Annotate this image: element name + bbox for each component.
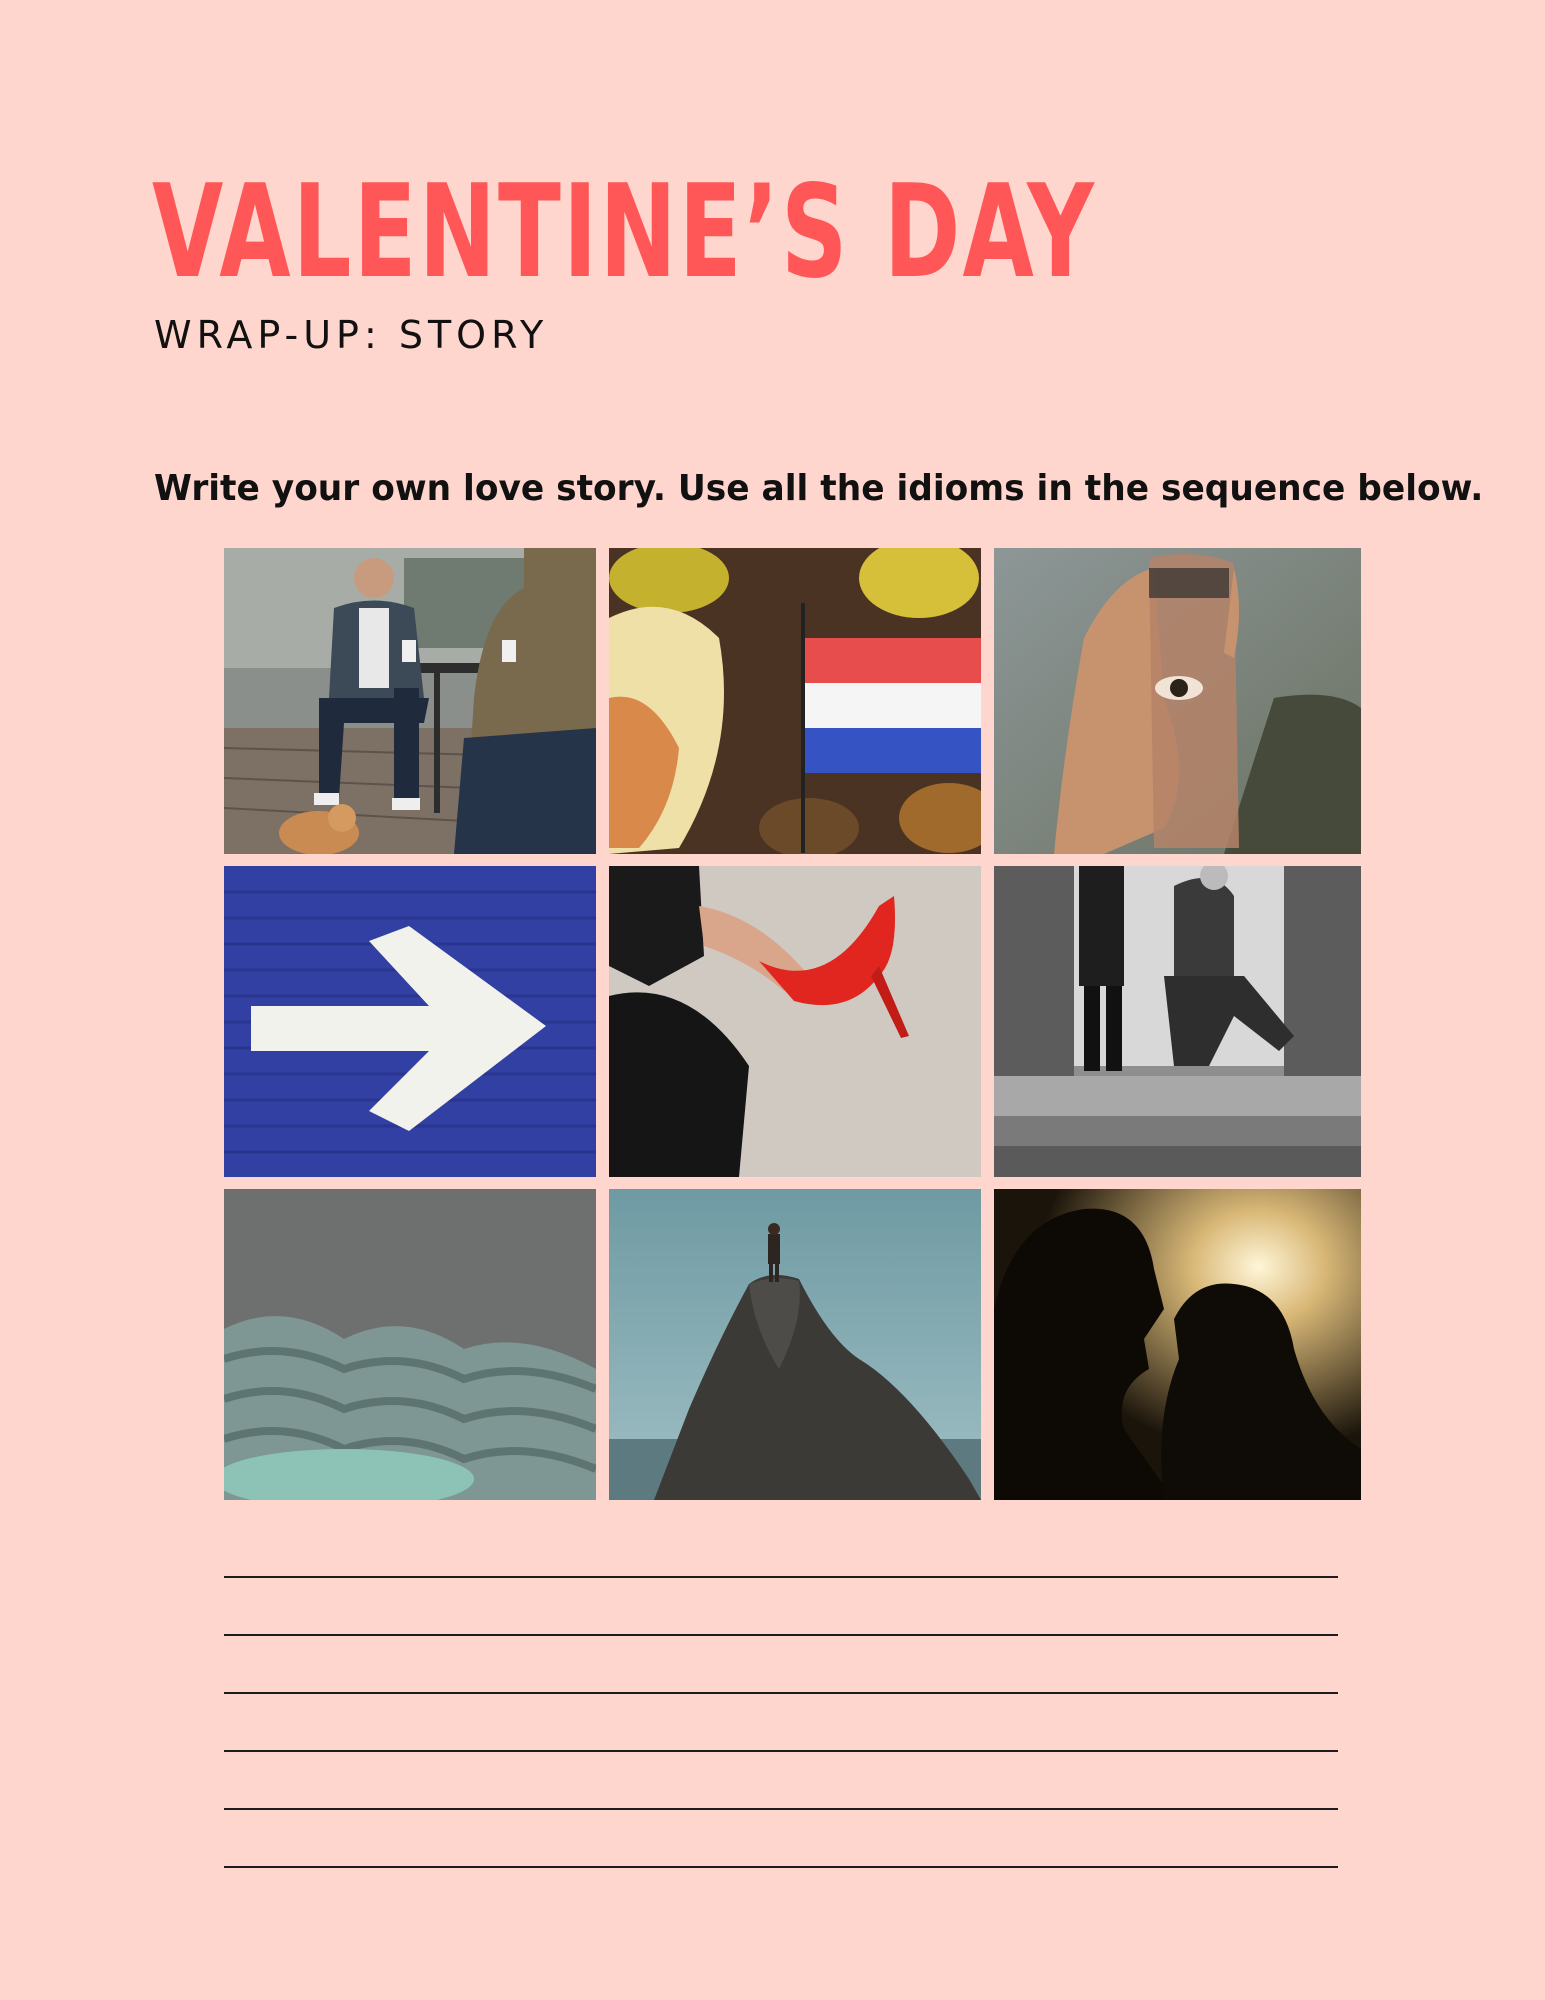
writing-line[interactable] <box>224 1750 1338 1752</box>
arrow-on-brick-wall-photo <box>224 866 596 1177</box>
kiss-silhouette-photo <box>994 1189 1361 1500</box>
page-subtitle: WRAP-UP: STORY <box>154 313 549 357</box>
writing-line[interactable] <box>224 1576 1338 1578</box>
writing-line[interactable] <box>224 1866 1338 1868</box>
writing-line[interactable] <box>224 1808 1338 1810</box>
dutch-flag-clog-photo <box>609 548 981 854</box>
red-high-heel-photo <box>609 866 981 1177</box>
writing-line[interactable] <box>224 1634 1338 1636</box>
marriage-proposal-photo <box>994 866 1361 1177</box>
ropes-photo <box>224 1189 596 1500</box>
instruction-text: Write your own love story. Use all the idioms in the sequence below. <box>154 468 1484 509</box>
photo-grid <box>224 548 1361 1500</box>
page-title: VALENTINE’S DAY <box>152 158 1097 307</box>
writing-lines <box>224 1576 1338 1924</box>
cafe-couple-photo <box>224 548 596 854</box>
eye-in-hand-photo <box>994 548 1361 854</box>
writing-line[interactable] <box>224 1692 1338 1694</box>
man-on-rock-photo <box>609 1189 981 1500</box>
